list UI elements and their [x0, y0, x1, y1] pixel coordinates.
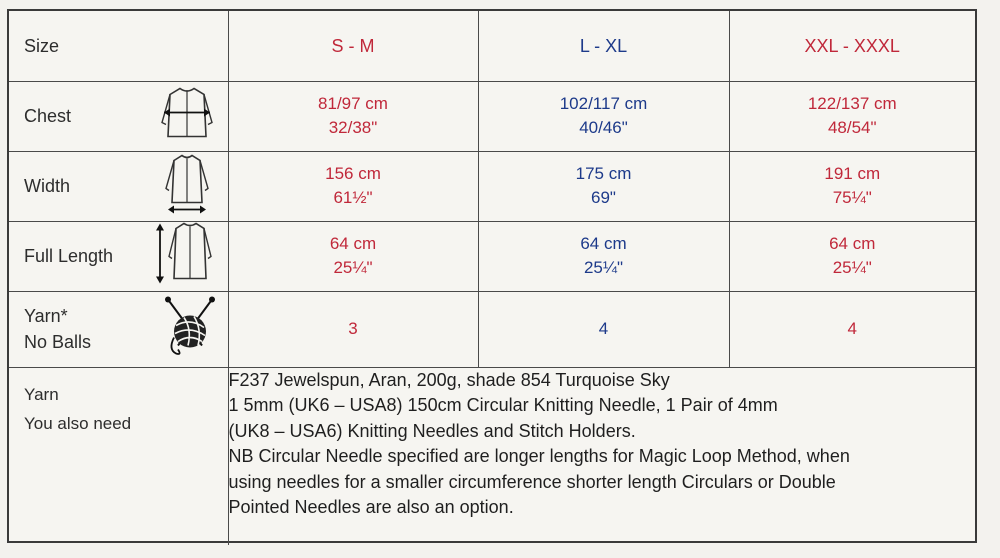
width-label-cell — [9, 151, 228, 221]
chest-label: Chest — [24, 106, 72, 126]
length-row — [9, 221, 975, 291]
chest-l-xl-cm: 102/117 cm — [559, 94, 648, 113]
yarn-balls-l-xl: 4 — [478, 291, 729, 367]
notes-labels — [24, 380, 131, 438]
yarn-balls-s-m: 3 — [228, 291, 478, 367]
length-xxl-xxxl-cm: 64 cm — [829, 234, 876, 253]
width-s-m — [228, 151, 478, 221]
notes-label-cell — [9, 367, 228, 545]
width-measure-icon — [156, 153, 218, 220]
length-s-m — [228, 221, 478, 291]
length-l-xl-in: 25¼" — [583, 258, 624, 277]
notes-line: F237 Jewelspun, Aran, 200g, shade 854 Turquoise Sky — [228, 369, 670, 390]
length-s-m-in: 25¼" — [333, 258, 373, 277]
yarn-balls-xxl-xxxl: 4 — [729, 291, 975, 367]
yarn-ball-icon — [162, 296, 218, 363]
chest-l-xl — [478, 81, 729, 151]
width-s-m-in: 61½" — [333, 188, 373, 207]
size-header-xxl-xxxl: XXL - XXXL — [729, 11, 975, 81]
notes-line: NB Circular Needle specified are longer lengths for Magic Loop Method, when — [228, 446, 850, 466]
size-header-l-xl: L - XL — [478, 11, 729, 81]
yarn-balls-label — [24, 303, 91, 355]
chest-l-xl-in: 40/46" — [579, 118, 628, 137]
chest-row — [9, 81, 975, 151]
length-label-cell — [9, 221, 228, 291]
notes-row — [9, 367, 975, 545]
notes-yarn-label: Yarn — [24, 384, 59, 404]
length-label: Full Length — [24, 246, 114, 266]
chest-s-m-cm: 81/97 cm — [318, 94, 388, 113]
length-measure-icon — [152, 221, 218, 292]
length-xxl-xxxl — [729, 221, 975, 291]
chest-s-m — [228, 81, 478, 151]
size-label: Size — [24, 35, 60, 56]
length-xxl-xxxl-in: 25¼" — [832, 258, 872, 277]
notes-also-need-label: You also need — [24, 413, 132, 433]
width-l-xl-cm: 175 cm — [575, 164, 632, 183]
size-table — [9, 11, 975, 545]
notes-line: (UK8 – USA6) Knitting Needles and Stitch Holders. — [228, 420, 636, 441]
width-label: Width — [24, 176, 71, 196]
chest-measure-icon — [156, 83, 218, 150]
length-l-xl — [478, 221, 729, 291]
width-xxl-xxxl-cm: 191 cm — [824, 164, 881, 183]
length-s-m-cm: 64 cm — [329, 234, 377, 253]
yarn-balls-row — [9, 291, 975, 367]
header-row — [9, 11, 975, 81]
width-xxl-xxxl — [729, 151, 975, 221]
chest-xxl-xxxl-cm: 122/137 cm — [807, 94, 897, 113]
notes-line: using needles for a smaller circumference shorter length Circulars or Double — [228, 471, 836, 492]
width-xxl-xxxl-in: 75¼" — [832, 188, 872, 207]
width-row — [9, 151, 975, 221]
size-chart — [7, 9, 977, 543]
length-l-xl-cm: 64 cm — [580, 234, 627, 253]
chest-xxl-xxxl — [729, 81, 975, 151]
notes-line: Pointed Needles are also an option. — [228, 497, 514, 517]
yarn-label-cell — [9, 291, 228, 367]
width-s-m-cm: 156 cm — [325, 164, 381, 183]
chest-label-cell — [9, 81, 228, 151]
chest-xxl-xxxl-in: 48/54" — [827, 118, 877, 137]
size-label-cell — [9, 11, 228, 81]
notes-line: 1 5mm (UK6 – USA8) 150cm Circular Knitting Needle, 1 Pair of 4mm — [228, 395, 778, 415]
size-header-s-m: S - M — [228, 11, 478, 81]
yarn-label-line-1: Yarn* — [24, 306, 68, 326]
width-l-xl — [478, 151, 729, 221]
yarn-label-line-2: No Balls — [24, 332, 92, 352]
chest-s-m-in: 32/38" — [328, 118, 378, 137]
width-l-xl-in: 69" — [591, 188, 616, 207]
notes-text — [228, 367, 975, 545]
